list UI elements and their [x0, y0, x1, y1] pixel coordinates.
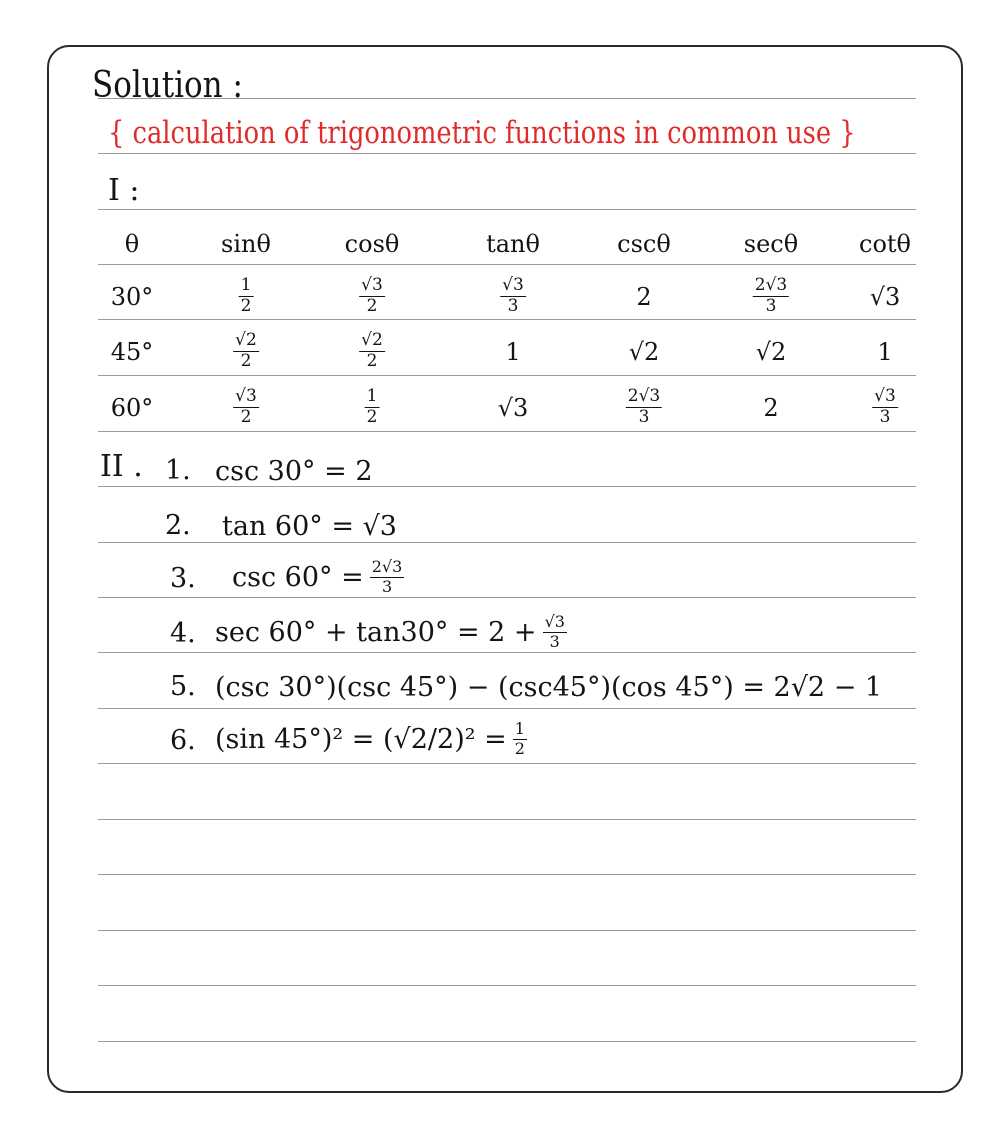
ruled-line [98, 930, 916, 931]
denominator: 2 [366, 350, 378, 371]
numerator: √3 [874, 386, 896, 406]
denominator: 2 [514, 738, 525, 758]
answer-fraction [370, 559, 405, 596]
table-value-cell: 2 [636, 283, 652, 311]
expression-text: tan 60° = √3 [222, 511, 397, 542]
ruled-line [98, 431, 916, 432]
numerator: √3 [361, 275, 383, 295]
table-angle-cell: 60° [110, 394, 154, 422]
numerator: 1 [240, 275, 252, 295]
numerator: 1 [366, 386, 378, 406]
table-header-cell: tanθ [486, 230, 540, 258]
ruled-line [98, 375, 916, 376]
fraction-value [365, 388, 380, 427]
table-header-cell: cscθ [617, 230, 671, 258]
answer-expression [215, 457, 373, 485]
answer-number: 2. [165, 510, 191, 541]
answer-expression [215, 673, 882, 701]
table-value-cell: √3 [869, 283, 901, 311]
fraction-value [500, 277, 526, 316]
fraction-value [233, 332, 259, 371]
answer-number: 5. [170, 671, 196, 702]
answer-number: 1. [165, 455, 191, 486]
expression-text: sec 60° + tan30° = 2 + [215, 616, 537, 648]
fraction-value [359, 332, 385, 371]
answer-expression [222, 512, 397, 540]
denominator: 2 [366, 295, 378, 316]
ruled-line [98, 985, 916, 986]
answer-expression [232, 559, 404, 596]
fraction-value [359, 277, 385, 316]
ruled-line [98, 597, 916, 598]
table-value-cell: 1 [877, 338, 893, 366]
table-header-cell: secθ [743, 230, 799, 258]
table-header-cell: sinθ [221, 230, 271, 258]
table-value-cell [359, 277, 385, 316]
part-one-label: I : [108, 173, 140, 208]
table-value-cell [626, 388, 662, 427]
numerator: √3 [235, 386, 257, 406]
fraction-value [233, 388, 259, 427]
numerator: √3 [502, 275, 524, 295]
denominator: 2 [240, 406, 252, 427]
expression-text: csc 30° = 2 [215, 456, 373, 487]
answer-number: 4. [170, 618, 196, 649]
answer-expression [215, 614, 567, 651]
numerator: 2√3 [371, 557, 403, 576]
answer-number: 3. [170, 563, 196, 594]
ruled-line [98, 209, 916, 210]
denominator: 3 [638, 406, 650, 427]
denominator: 2 [240, 295, 252, 316]
answer-expression [215, 721, 527, 758]
page-title: Solution : [92, 65, 243, 106]
denominator: 3 [381, 576, 393, 596]
ruled-line [98, 708, 916, 709]
fraction-value [626, 388, 662, 427]
answer-number: 6. [170, 725, 196, 756]
fraction-value [872, 388, 898, 427]
answer-fraction [543, 614, 567, 651]
fraction-value [753, 277, 789, 316]
ruled-line [98, 264, 916, 265]
ruled-line [98, 819, 916, 820]
numerator: 2√3 [627, 386, 661, 406]
part-two-label: II . [100, 449, 143, 484]
ruled-line [98, 542, 916, 543]
answer-fraction [513, 721, 527, 758]
denominator: 3 [879, 406, 891, 427]
denominator: 2 [240, 350, 252, 371]
table-value-cell [233, 388, 259, 427]
table-header-cell: θ [124, 230, 140, 258]
table-value-cell: √3 [497, 394, 529, 422]
denominator: 3 [549, 631, 560, 651]
numerator: 2√3 [754, 275, 788, 295]
ruled-line [98, 652, 916, 653]
topic-heading: { calculation of trigonometric functions in common use } [108, 115, 856, 151]
expression-text: (sin 45°)² = (√2/2)² = [215, 723, 507, 755]
denominator: 3 [765, 295, 777, 316]
ruled-line [98, 874, 916, 875]
table-header-cell: cotθ [859, 230, 911, 258]
table-angle-cell: 30° [110, 283, 154, 311]
table-value-cell [239, 277, 254, 316]
table-value-cell [359, 332, 385, 371]
table-value-cell: 2 [763, 394, 779, 422]
table-value-cell: √2 [755, 338, 787, 366]
ruled-line [98, 763, 916, 764]
denominator: 2 [366, 406, 378, 427]
denominator: 3 [507, 295, 519, 316]
expression-text: csc 60° = [232, 561, 364, 593]
ruled-line [98, 1041, 916, 1042]
numerator: √3 [544, 612, 565, 631]
table-value-cell: √2 [628, 338, 660, 366]
table-header-cell: cosθ [344, 230, 400, 258]
numerator: √2 [361, 330, 383, 350]
table-value-cell [233, 332, 259, 371]
table-value-cell [365, 388, 380, 427]
fraction-value [239, 277, 254, 316]
numerator: 1 [514, 719, 525, 738]
table-angle-cell: 45° [110, 338, 154, 366]
table-value-cell [753, 277, 789, 316]
ruled-line [98, 319, 916, 320]
table-value-cell [872, 388, 898, 427]
numerator: √2 [235, 330, 257, 350]
table-value-cell [500, 277, 526, 316]
ruled-line [98, 153, 916, 154]
table-value-cell: 1 [505, 338, 521, 366]
expression-text: (csc 30°)(csc 45°) − (csc45°)(cos 45°) = 2√2 − 1 [215, 672, 883, 703]
